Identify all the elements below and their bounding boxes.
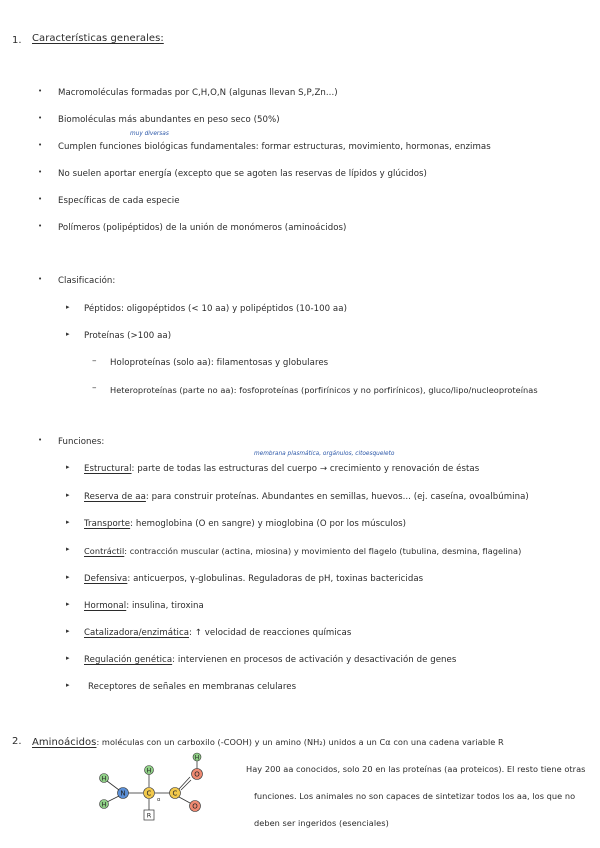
- atom-label: O: [192, 802, 198, 811]
- function-name: Regulación genética: [84, 655, 173, 665]
- bullet-icon: •: [38, 436, 43, 444]
- function-name: Estructural: [84, 464, 132, 474]
- function-name: Contráctil: [84, 546, 125, 556]
- oxygen-atom-icon: [192, 769, 203, 780]
- function-name: Transporte: [84, 519, 131, 529]
- list-item: Específicas de cada especie: [58, 196, 180, 206]
- section-2-title: Aminoácidos: [32, 737, 97, 748]
- nitrogen-atom-icon: [118, 788, 129, 799]
- bullet-icon: •: [38, 168, 43, 176]
- triangle-bullet-icon: ▸: [66, 681, 70, 689]
- triangle-bullet-icon: ▸: [66, 600, 70, 608]
- section-1-title: Características generales:: [32, 33, 164, 44]
- paragraph-line: funciones. Los animales no son capaces de sintetizar todos los aa, los que no: [254, 791, 576, 801]
- triangle-bullet-icon: ▸: [66, 330, 70, 338]
- hydrogen-atom-icon: [145, 766, 154, 775]
- funciones-title: Funciones:: [58, 437, 105, 447]
- list-item: Proteínas (>100 aa): [84, 331, 172, 341]
- triangle-bullet-icon: ▸: [66, 491, 70, 499]
- triangle-bullet-icon: ▸: [66, 463, 70, 471]
- list-item: [84, 628, 351, 638]
- section-2-number: 2.: [12, 736, 22, 747]
- bullet-icon: •: [38, 141, 43, 149]
- carbon-atom-icon: [170, 788, 181, 799]
- triangle-bullet-icon: ▸: [66, 654, 70, 662]
- hydrogen-atom-icon: [193, 753, 201, 761]
- triangle-bullet-icon: ▸: [66, 303, 70, 311]
- annotation-note: muy diversas: [130, 131, 169, 137]
- list-item: [84, 601, 204, 611]
- paragraph-line: deben ser ingeridos (esenciales): [254, 818, 389, 828]
- oxygen-atom-icon: [190, 801, 201, 812]
- atom-label: R: [146, 811, 152, 820]
- triangle-bullet-icon: ▸: [66, 545, 70, 553]
- atom-label: O: [194, 770, 200, 779]
- list-item: [84, 464, 479, 474]
- function-name: Defensiva: [84, 574, 128, 584]
- function-text: : para construir proteínas. Abundantes en semillas, huevos... (ej. caseína, ovoalbúmina): [145, 492, 529, 502]
- section-1-number: 1.: [12, 35, 22, 46]
- list-item: Péptidos: oligopéptidos (< 10 aa) y polipéptidos (10-100 aa): [84, 304, 347, 314]
- function-text: : intervienen en procesos de activación y desactivación de genes: [172, 655, 457, 665]
- dash-bullet-icon: –: [92, 356, 97, 366]
- triangle-bullet-icon: ▸: [66, 627, 70, 635]
- function-name: Reserva de aa: [84, 492, 146, 502]
- paragraph-line: Hay 200 aa conocidos, solo 20 en las proteínas (aa proteicos). El resto tiene otras: [246, 764, 586, 774]
- alpha-label: α: [157, 797, 161, 803]
- atom-label: H: [194, 754, 200, 762]
- section-2-heading: [32, 737, 504, 748]
- list-item: Holoproteínas (solo aa): filamentosas y globulares: [110, 358, 329, 368]
- list-item: No suelen aportar energía (excepto que se agoten las reservas de lípidos y glúcidos): [58, 169, 427, 179]
- list-item: [84, 546, 521, 556]
- function-text: : parte de todas las estructuras del cuerpo → crecimiento y renovación de éstas: [131, 464, 480, 474]
- atom-label: C: [172, 789, 178, 798]
- list-item: [84, 519, 406, 529]
- clasificacion-title: Clasificación:: [58, 276, 116, 286]
- list-item: Polímeros (polipéptidos) de la unión de monómeros (aminoácidos): [58, 223, 347, 233]
- function-text: : hemoglobina (O en sangre) y mioglobina (O por los músculos): [130, 519, 407, 529]
- hydrogen-atom-icon: [100, 774, 109, 783]
- amino-acid-structure-diagram: [94, 752, 218, 826]
- function-name: Catalizadora/enzimática: [84, 628, 190, 638]
- list-item: [84, 655, 456, 665]
- bullet-icon: •: [38, 222, 43, 230]
- atom-label: C: [146, 789, 152, 798]
- function-text: Receptores de señales en membranas celulares: [88, 682, 297, 692]
- list-item: Cumplen funciones biológicas fundamentales: formar estructuras, movimiento, hormonas, enzimas: [58, 142, 491, 152]
- r-group-icon: [144, 810, 154, 820]
- triangle-bullet-icon: ▸: [66, 518, 70, 526]
- list-item: Heteroproteínas (parte no aa): fosfoproteínas (porfirínicos y no porfirínicos), gluco/lipo/nucleoproteínas: [110, 385, 538, 395]
- function-text: : ↑ velocidad de reacciones químicas: [189, 628, 352, 638]
- bullet-icon: •: [38, 195, 43, 203]
- list-item: [84, 574, 423, 584]
- function-text: : insulina, tiroxina: [126, 601, 204, 611]
- atom-label: N: [120, 789, 126, 798]
- atom-label: H: [146, 766, 152, 775]
- dash-bullet-icon: –: [92, 383, 97, 393]
- atom-label: H: [101, 800, 107, 809]
- function-name: Hormonal: [84, 601, 127, 611]
- list-item: Biomoléculas más abundantes en peso seco (50%): [58, 115, 280, 125]
- bullet-icon: •: [38, 87, 43, 95]
- function-text: : anticuerpos, γ-globulinas. Reguladoras de pH, toxinas bactericidas: [127, 574, 424, 584]
- function-text: : contracción muscular (actina, miosina) y movimiento del flagelo (tubulina, desmina, flagelina): [124, 546, 522, 556]
- atom-label: H: [101, 774, 107, 783]
- bullet-icon: •: [38, 275, 43, 283]
- list-item: Macromoléculas formadas por C,H,O,N (algunas llevan S,P,Zn...): [58, 88, 338, 98]
- section-2-definition: : moléculas con un carboxilo (-COOH) y un amino (NH₂) unidos a un Cα con una cadena variable R: [96, 737, 504, 747]
- hydrogen-atom-icon: [100, 800, 109, 809]
- carbon-alpha-atom-icon: [144, 788, 162, 804]
- annotation-note: membrana plasmática, orgánulos, citoesqueleto: [254, 451, 395, 457]
- list-item: [84, 492, 529, 502]
- list-item: [88, 682, 296, 692]
- bullet-icon: •: [38, 114, 43, 122]
- triangle-bullet-icon: ▸: [66, 573, 70, 581]
